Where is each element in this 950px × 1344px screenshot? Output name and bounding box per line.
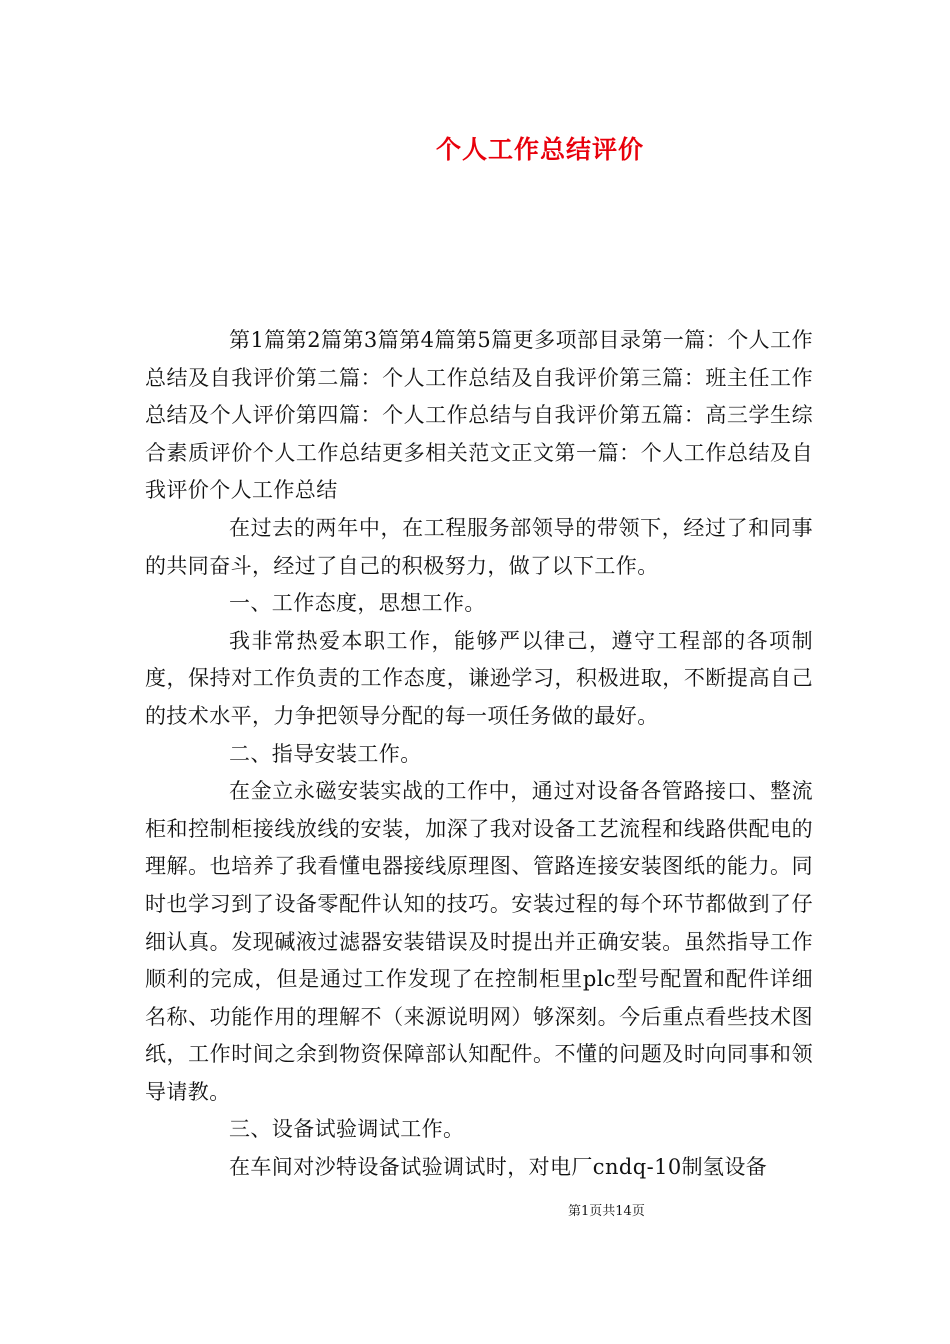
paragraph-table-of-contents: 第1篇第2篇第3篇第4篇第5篇更多项部目录第一篇：个人工作总结及自我评价第二篇：个人工作总结及自我评价第三篇：班主任工作总结及个人评价第四篇：个人工作总结与自我评价第五篇：高三学生综合素质评价个人工作总结更多相关范文正文第一篇：个人工作总结及自我评价个人工作总结: [145, 328, 813, 503]
section-heading-testing: 三、设备试验调试工作。: [229, 1117, 465, 1142]
paragraph-installation: 在金立永磁安装实战的工作中，通过对设备各管路接口、整流柜和控制柜接线放线的安装，加深了我对设备工艺流程和线路供配电的理解。也培养了我看懂电器接线原理图、管路连接安装图纸的能力。同时也学习到了设备零配件认知的技巧。安装过程的每个环节都做到了仔细认真。发现碱液过滤器安装错误及时提出并正确安装。虽然指导工作顺利的完成，但是通过工作发现了在控制柜里plc型号配置和配件详细名称、功能作用的理解不（来源说明网）够深刻。今后重点看些技术图纸，工作时间之余到物资保障部认知配件。不懂的问题及时向同事和领导请教。: [145, 779, 813, 1104]
section-heading-work-attitude: 一、工作态度，思想工作。: [229, 591, 486, 616]
paragraph-work-attitude: 我非常热爱本职工作，能够严以律己，遵守工程部的各项制度，保持对工作负责的工作态度，谦逊学习，积极进取，不断提高自己的技术水平，力争把领导分配的每一项任务做的最好。: [145, 628, 813, 728]
document-body: [145, 322, 813, 1187]
paragraph-testing: 在车间对沙特设备试验调试时，对电厂cndq-10制氢设备: [229, 1155, 768, 1180]
document-title: 个人工作总结评价: [435, 135, 644, 164]
paragraph-intro: 在过去的两年中，在工程服务部领导的带领下，经过了和同事的共同奋斗，经过了自己的积极努力，做了以下工作。: [145, 515, 813, 578]
section-heading-installation: 二、指导安装工作。: [229, 741, 422, 766]
page-number-footer: 第1页共14页: [568, 1204, 645, 1219]
